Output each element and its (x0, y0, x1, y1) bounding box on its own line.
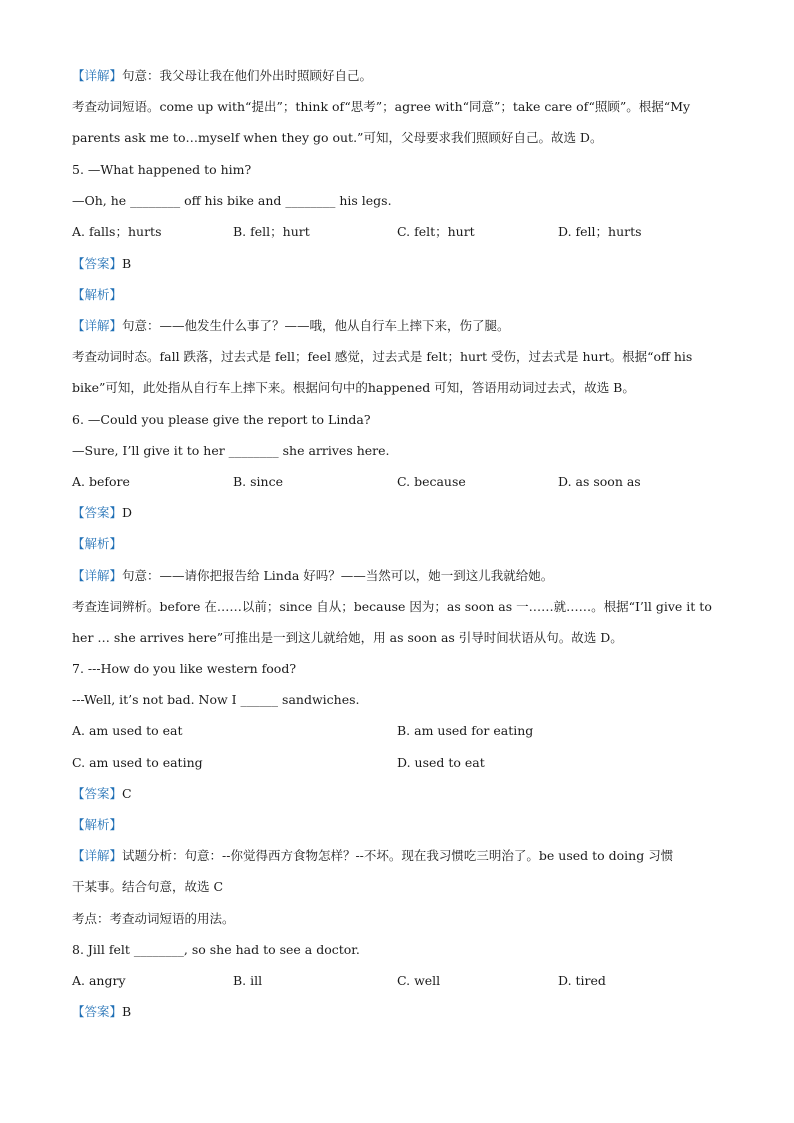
q7-option-b: B. am used for eating (397, 723, 534, 738)
q5-explanation-line-2: bike”可知，此处指从自行车上摔下来。根据问句中的happened 可知，答语用动词过去式，故选 B。 (72, 380, 635, 395)
q7-stem: 7. ---How do you like western food? (72, 661, 297, 676)
answer-value: B (122, 256, 132, 271)
analysis-tag: 【解析】 (72, 817, 123, 832)
q6-option-d: D. as soon as (558, 474, 641, 489)
answer-tag: 【答案】 (72, 256, 123, 271)
q7-option-c: C. am used to eating (72, 755, 203, 770)
q7-analysis-line (72, 817, 122, 833)
q6-option-a: A. before (72, 474, 130, 489)
q5-analysis-line (72, 287, 122, 303)
q7-explanation-line-2: 考点：考查动词短语的用法。 (72, 911, 235, 926)
q6-explanation-line-2: her … she arrives here”可推出是一到这儿就给她，用 as soon as 引导时间状语从句。故选 D。 (72, 630, 623, 645)
answer-tag: 【答案】 (72, 786, 123, 801)
q8-option-d: D. tired (558, 973, 606, 988)
answer-tag: 【答案】 (72, 1004, 123, 1019)
detail-text: 句意：——请你把报告给 Linda 好吗？——当然可以，她一到这儿我就给她。 (122, 568, 554, 583)
q5-answer-line (72, 256, 131, 272)
detail-text: 试题分析：句意：--你觉得西方食物怎样？--不坏。现在我习惯吃三明治了。be used to doing 习惯 (122, 848, 674, 863)
q6-analysis-line (72, 536, 122, 552)
detail-text: 句意：我父母让我在他们外出时照顾好自己。 (122, 68, 373, 83)
q8-answer-line (72, 1004, 131, 1020)
q7-explanation-line-1: 干某事。结合句意，故选 C (72, 879, 224, 894)
q4-explanation-line-2: parents ask me to…myself when they go out.”可知，父母要求我们照顾好自己。故选 D。 (72, 130, 603, 145)
q5-stem: 5. —What happened to him? (72, 162, 252, 177)
detail-tag: 【详解】 (72, 848, 123, 863)
detail-tag: 【详解】 (72, 568, 123, 583)
q8-option-b: B. ill (233, 973, 263, 988)
answer-value: B (122, 1004, 132, 1019)
q6-line-2: —Sure, I’ll give it to her ________ she arrives here. (72, 443, 390, 458)
analysis-tag: 【解析】 (72, 287, 123, 302)
q5-option-c: C. felt；hurt (397, 224, 475, 239)
answer-tag: 【答案】 (72, 505, 123, 520)
q5-option-b: B. fell；hurt (233, 224, 310, 239)
q4-explanation-line-1: 考查动词短语。come up with“提出”；think of“思考”；agree with“同意”；take care of“照顾”。根据“My (72, 99, 691, 114)
q7-answer-line (72, 786, 132, 802)
q5-explanation-line-1: 考查动词时态。fall 跌落，过去式是 fell；feel 感觉，过去式是 felt；hurt 受伤，过去式是 hurt。根据“off his (72, 349, 693, 364)
q7-detail-line (72, 848, 673, 864)
answer-value: D (122, 505, 133, 520)
q6-explanation-line-1: 考查连词辨析。before 在……以前；since 自从；because 因为；as soon as 一……就……。根据“I’ll give it to (72, 599, 712, 614)
q4-detail-line (72, 68, 372, 84)
q7-option-d: D. used to eat (397, 755, 485, 770)
detail-text: 句意：——他发生什么事了？——哦，他从自行车上摔下来，伤了腿。 (122, 318, 510, 333)
detail-tag: 【详解】 (72, 318, 123, 333)
q7-line-2: ---Well, it’s not bad. Now I ______ sandwiches. (72, 692, 360, 707)
q5-option-d: D. fell；hurts (558, 224, 642, 239)
q6-answer-line (72, 505, 132, 521)
answer-value: C (122, 786, 132, 801)
q6-stem: 6. —Could you please give the report to Linda? (72, 412, 371, 427)
analysis-tag: 【解析】 (72, 536, 123, 551)
q8-option-c: C. well (397, 973, 441, 988)
q5-line-2: —Oh, he ________ off his bike and ________ his legs. (72, 193, 392, 208)
q8-stem: 8. Jill felt ________, so she had to see a doctor. (72, 942, 360, 957)
q6-option-b: B. since (233, 474, 283, 489)
q7-option-a: A. am used to eat (72, 723, 183, 738)
detail-tag: 【详解】 (72, 68, 123, 83)
q8-option-a: A. angry (72, 973, 126, 988)
q6-detail-line (72, 568, 553, 584)
q5-detail-line (72, 318, 510, 334)
q6-option-c: C. because (397, 474, 466, 489)
q5-option-a: A. falls；hurts (72, 224, 162, 239)
